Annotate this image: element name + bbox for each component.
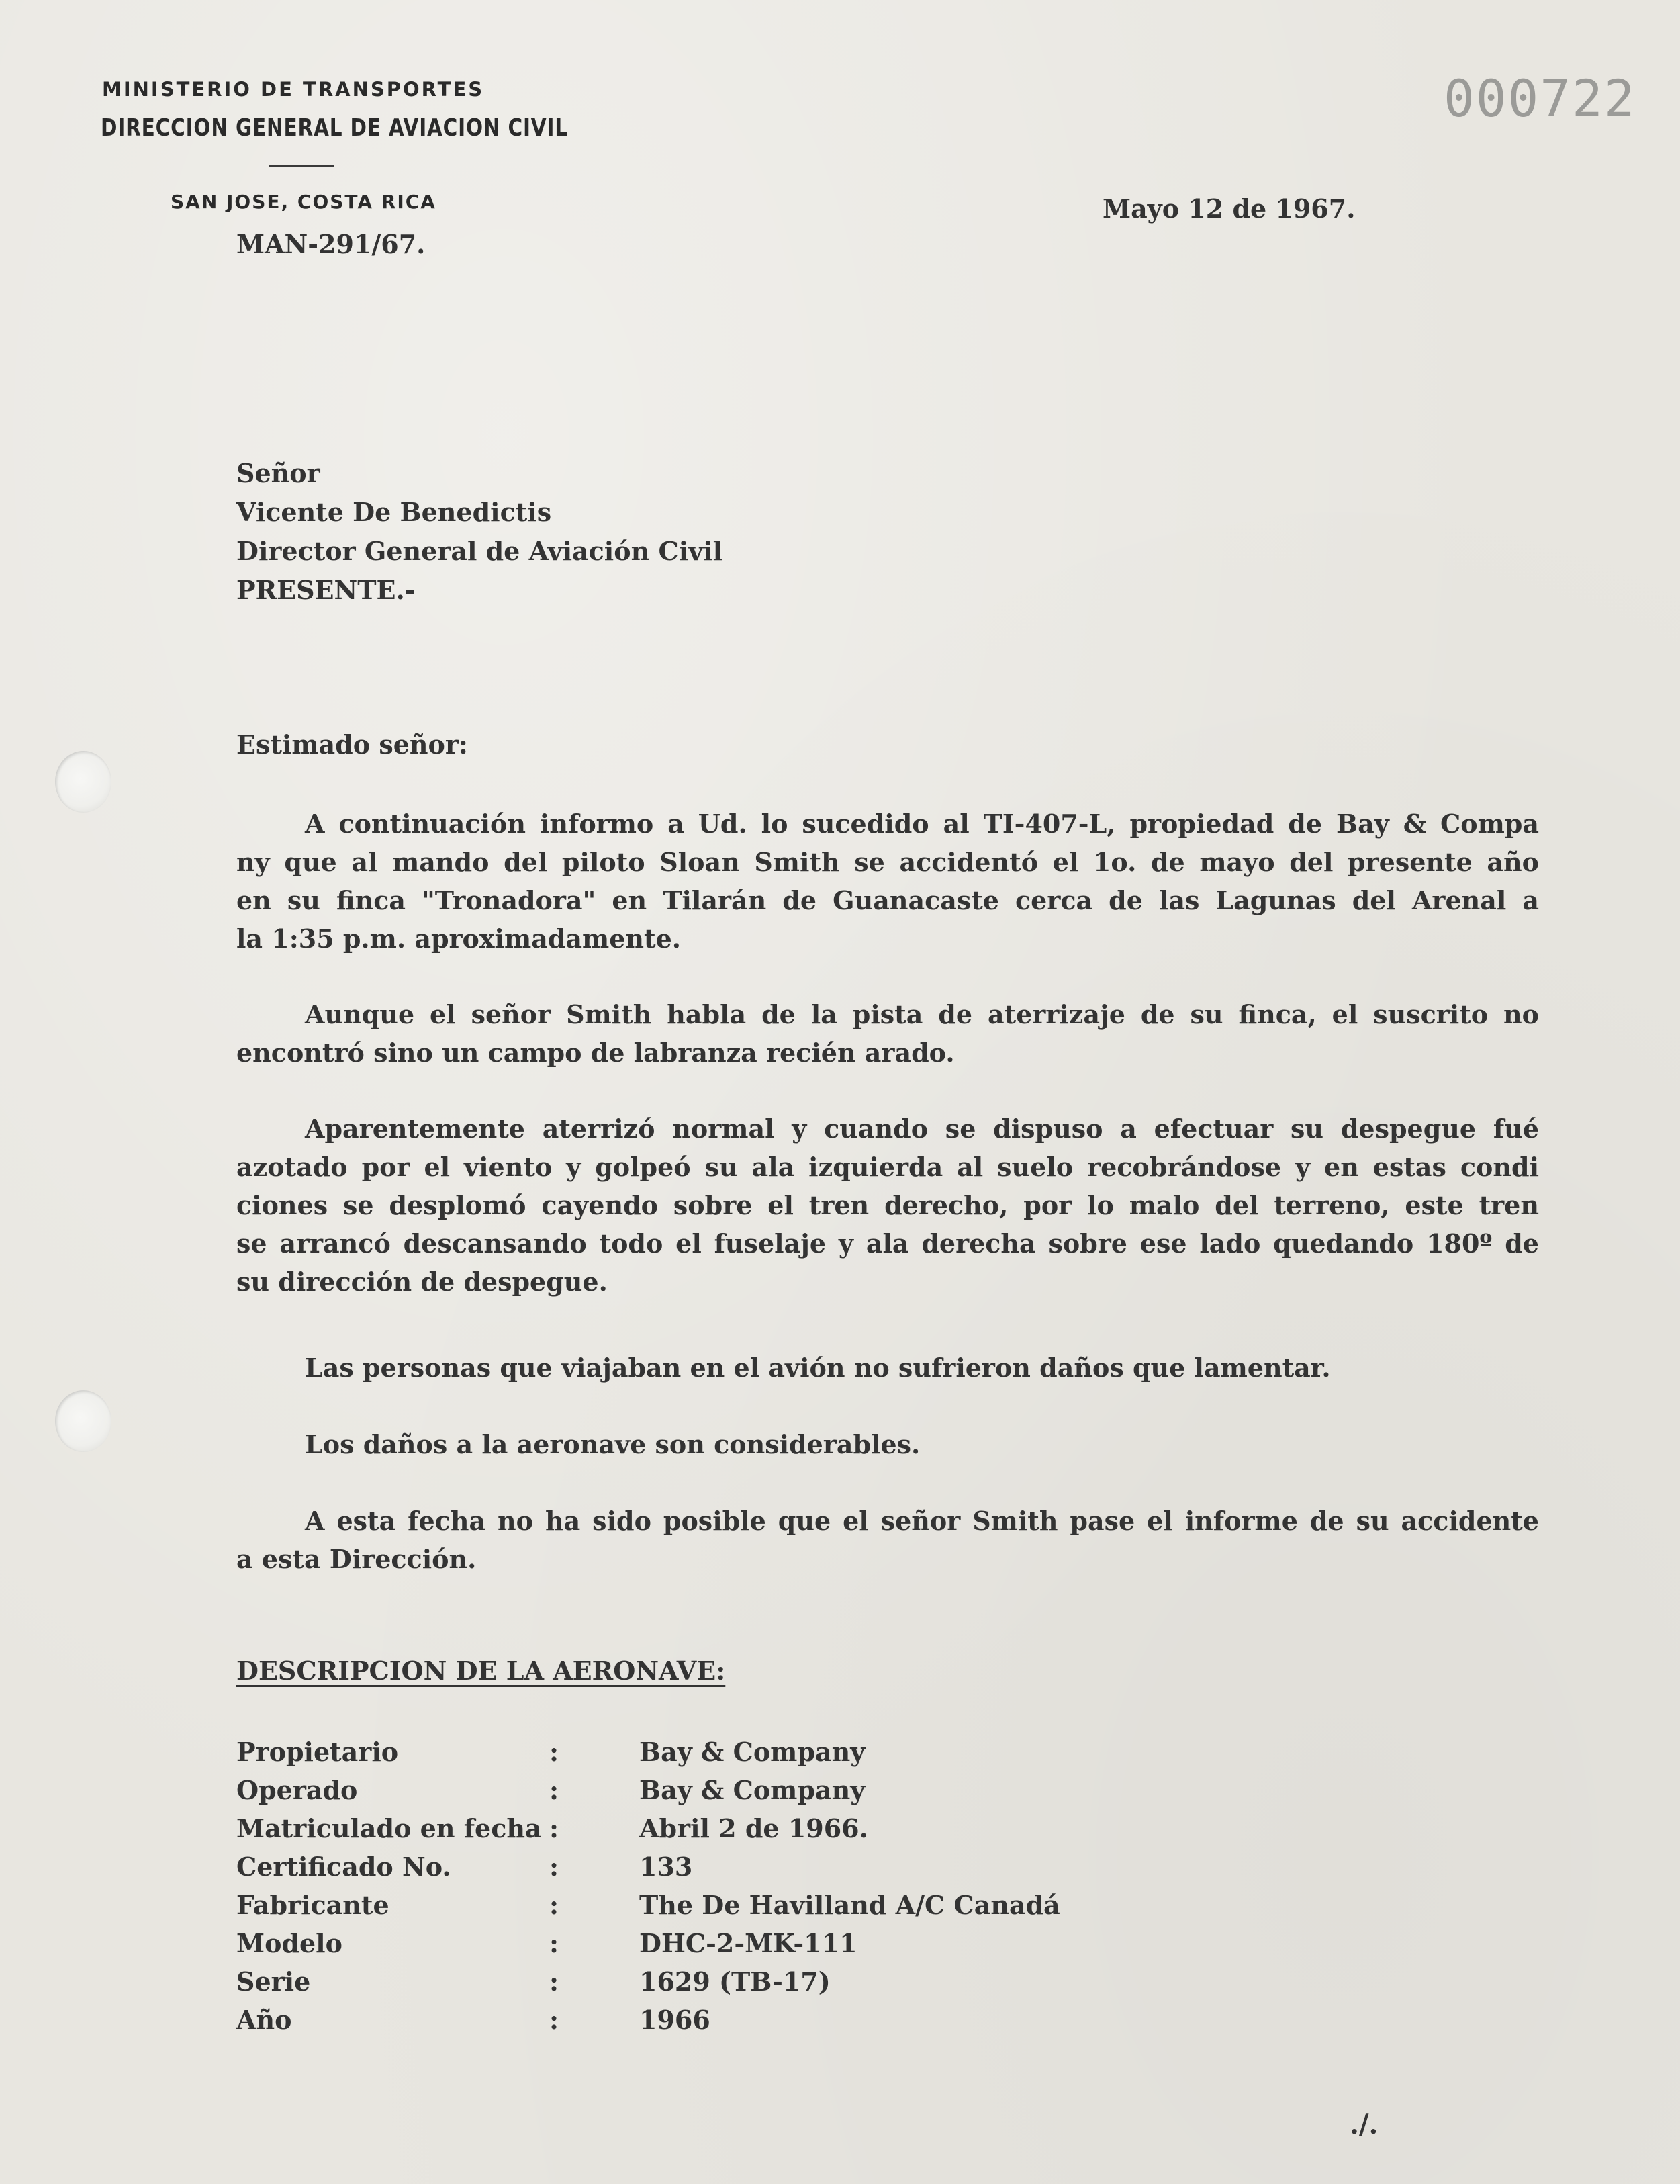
paragraph-accident-details — [236, 1109, 1539, 1301]
spec-label: Año — [236, 2005, 292, 2035]
addressee-title: Señor — [236, 458, 320, 488]
paragraph-damages — [305, 1425, 920, 1463]
aircraft-section-title: DESCRIPCION DE LA AERONAVE: — [236, 1655, 726, 1686]
paragraph-line: en su finca "Tronadora" en Tilarán de Guanacaste cerca de las Lagunas del Arenal a — [236, 885, 1539, 915]
punch-hole-top — [55, 751, 111, 813]
letterhead-ministry: MINISTERIO DE TRANSPORTES — [102, 78, 485, 101]
spec-value: Abril 2 de 1966. — [639, 1813, 868, 1844]
salutation: Estimado señor: — [236, 729, 468, 760]
spec-label: Operado — [236, 1775, 358, 1805]
paragraph-line: ciones se desplomó cayendo sobre el tren derecho, por lo malo del terreno, este tren — [236, 1190, 1539, 1220]
letterhead-rule — [269, 165, 334, 167]
spec-value: 1966 — [639, 2005, 710, 2035]
spec-label: Propietario — [236, 1737, 399, 1767]
paragraph-line: Aunque el señor Smith habla de la pista de aterrizaje de su finca, el suscrito no — [305, 999, 1539, 1030]
spec-label: Serie — [236, 1966, 311, 1997]
paragraph-line: Las personas que viajaban en el avión no sufrieron daños que lamentar. — [305, 1353, 1331, 1383]
paragraph-line: se arrancó descansando todo el fuselaje y ala derecha sobre ese lado quedando 180º de — [236, 1228, 1539, 1259]
reference-number: MAN-291/67. — [236, 229, 426, 259]
letterhead-city: SAN JOSE, COSTA RICA — [171, 191, 436, 213]
spec-colon: : — [549, 1928, 559, 1958]
paragraph-line: A continuación informo a Ud. lo sucedido al TI-407-L, propiedad de Bay & Compa — [305, 809, 1539, 839]
spec-label: Fabricante — [236, 1890, 389, 1920]
spec-value: The De Havilland A/C Canadá — [639, 1890, 1060, 1920]
letterhead-direction: DIRECCION GENERAL DE AVIACION CIVIL — [101, 114, 568, 142]
spec-label: Matriculado en fecha — [236, 1813, 542, 1844]
spec-value: Bay & Company — [639, 1737, 866, 1767]
addressee-name: Vicente De Benedictis — [236, 497, 552, 527]
spec-label: Modelo — [236, 1928, 342, 1958]
spec-colon: : — [549, 1775, 559, 1805]
paragraph-line: A esta fecha no ha sido posible que el señor Smith pase el informe de su accidente — [305, 1506, 1539, 1536]
page-stamp-number: 000722 — [1444, 69, 1636, 128]
paragraph-line: la 1:35 p.m. aproximadamente. — [236, 923, 681, 954]
paragraph-line: encontró sino un campo de labranza recién arado. — [236, 1038, 955, 1068]
paragraph-airstrip — [236, 995, 1539, 1072]
paragraph-line: a esta Dirección. — [236, 1544, 477, 1574]
spec-colon: : — [549, 2005, 559, 2035]
paragraph-accident-report — [236, 805, 1539, 958]
spec-value: DHC-2-MK-111 — [639, 1928, 857, 1958]
spec-value: 133 — [639, 1852, 693, 1882]
spec-colon: : — [549, 1737, 559, 1767]
spec-colon: : — [549, 1813, 559, 1844]
spec-value: Bay & Company — [639, 1775, 866, 1805]
spec-label: Certificado No. — [236, 1852, 451, 1882]
addressee-presente: PRESENTE.- — [236, 575, 416, 605]
paragraph-pending-report — [236, 1502, 1539, 1578]
addressee-position: Director General de Aviación Civil — [236, 536, 723, 566]
spec-colon: : — [549, 1966, 559, 1997]
paragraph-line: azotado por el viento y golpeó su ala izquierda al suelo recobrándose y en estas condi — [236, 1152, 1539, 1182]
punch-hole-bottom — [55, 1390, 111, 1452]
paragraph-line: su dirección de despegue. — [236, 1267, 608, 1297]
paragraph-line: ny que al mando del piloto Sloan Smith se accidentó el 1o. de mayo del presente año — [236, 847, 1539, 877]
spec-colon: : — [549, 1890, 559, 1920]
spec-value: 1629 (TB-17) — [639, 1966, 831, 1997]
spec-colon: : — [549, 1852, 559, 1882]
continuation-mark: ./. — [1350, 2109, 1379, 2140]
paragraph-line: Aparentemente aterrizó normal y cuando se dispuso a efectuar su despegue fué — [305, 1113, 1539, 1144]
paragraph-passengers — [305, 1349, 1331, 1387]
paragraph-line: Los daños a la aeronave son considerables. — [305, 1429, 921, 1459]
letter-date: Mayo 12 de 1967. — [1103, 193, 1356, 224]
